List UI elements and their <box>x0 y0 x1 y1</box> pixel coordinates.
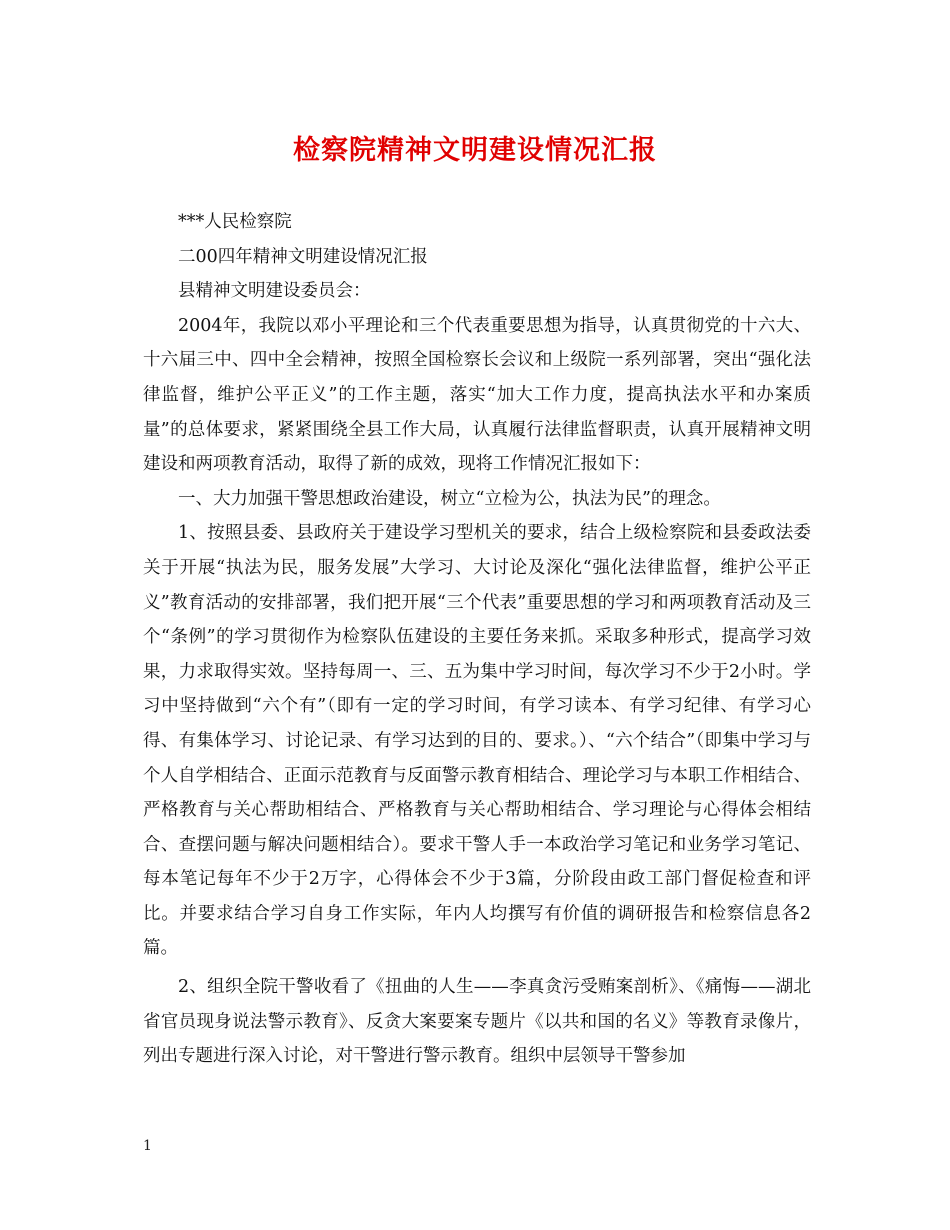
page-number: 1 <box>143 1138 152 1154</box>
paragraph-intro: 2004年，我院以邓小平理论和三个代表重要思想为指导，认真贯彻党的十六大、十六届三中、四中全会精神，按照全国检察长会议和上级院一系列部署，突出“强化法律监督，维护公平正义”的工作主题，落实“加大工作力度，提高执法水平和办案质量”的总体要求，紧紧围绕全县工作大局，认真履行法律监督职责，认真开展精神文明建设和两项教育活动，取得了新的成效，现将工作情况汇报如下： <box>143 315 811 475</box>
paragraph-subtitle: 二00四年精神文明建设情况汇报 <box>178 246 428 267</box>
paragraph-item-1: 1、按照县委、县政府关于建设学习型机关的要求，结合上级检察院和县委政法委关于开展“执法为民，服务发展”大学习、大讨论及深化“强化法律监督，维护公平正义”教育活动的安排部署，我们把开展“三个代表”重要思想的学习和两项教育活动及三个“条例”的学习贯彻作为检察队伍建设的主要任务来抓。采取多种形式，提高学习效果，力求取得实效。坚持每周一、三、五为集中学习时间，每次学习不少于2小时。学习中坚持做到“六个有”（即有一定的学习时间，有学习读本、有学习纪律、有学习心得、有集体学习、讨论记录、有学习达到的目的、要求。）、“六个结合”（即集中学习与个人自学相结合、正面示范教育与反面警示教育相结合、理论学习与本职工作相结合、严格教育与关心帮助相结合、严格教育与关心帮助相结合、学习理论与心得体会相结合、查摆问题与解决问题相结合）。要求干警人手一本政治学习笔记和业务学习笔记、每本笔记每年不少于2万字，心得体会不少于3篇，分阶段由政工部门督促检查和评比。并要求结合学习自身工作实际，年内人均撰写有价值的调研报告和检察信息各2篇。 <box>143 523 811 959</box>
paragraph-section-heading: 一、大力加强干警思想政治建设，树立“立检为公，执法为民”的理念。 <box>178 488 721 509</box>
paragraph-salutation: 县精神文明建设委员会： <box>178 281 371 302</box>
document-body <box>143 205 811 1074</box>
paragraph-item-2: 2、组织全院干警收看了《扭曲的人生——李真贪污受贿案剖析》、《痛悔——湖北省官员现身说法警示教育》、反贪大案要案专题片《以共和国的名义》等教育录像片，列出专题进行深入讨论，对干警进行警示教育。组织中层领导干警参加 <box>143 977 811 1067</box>
document-title: 检察院精神文明建设情况汇报 <box>293 135 657 166</box>
paragraph-issuer: ***人民检察院 <box>178 212 292 232</box>
